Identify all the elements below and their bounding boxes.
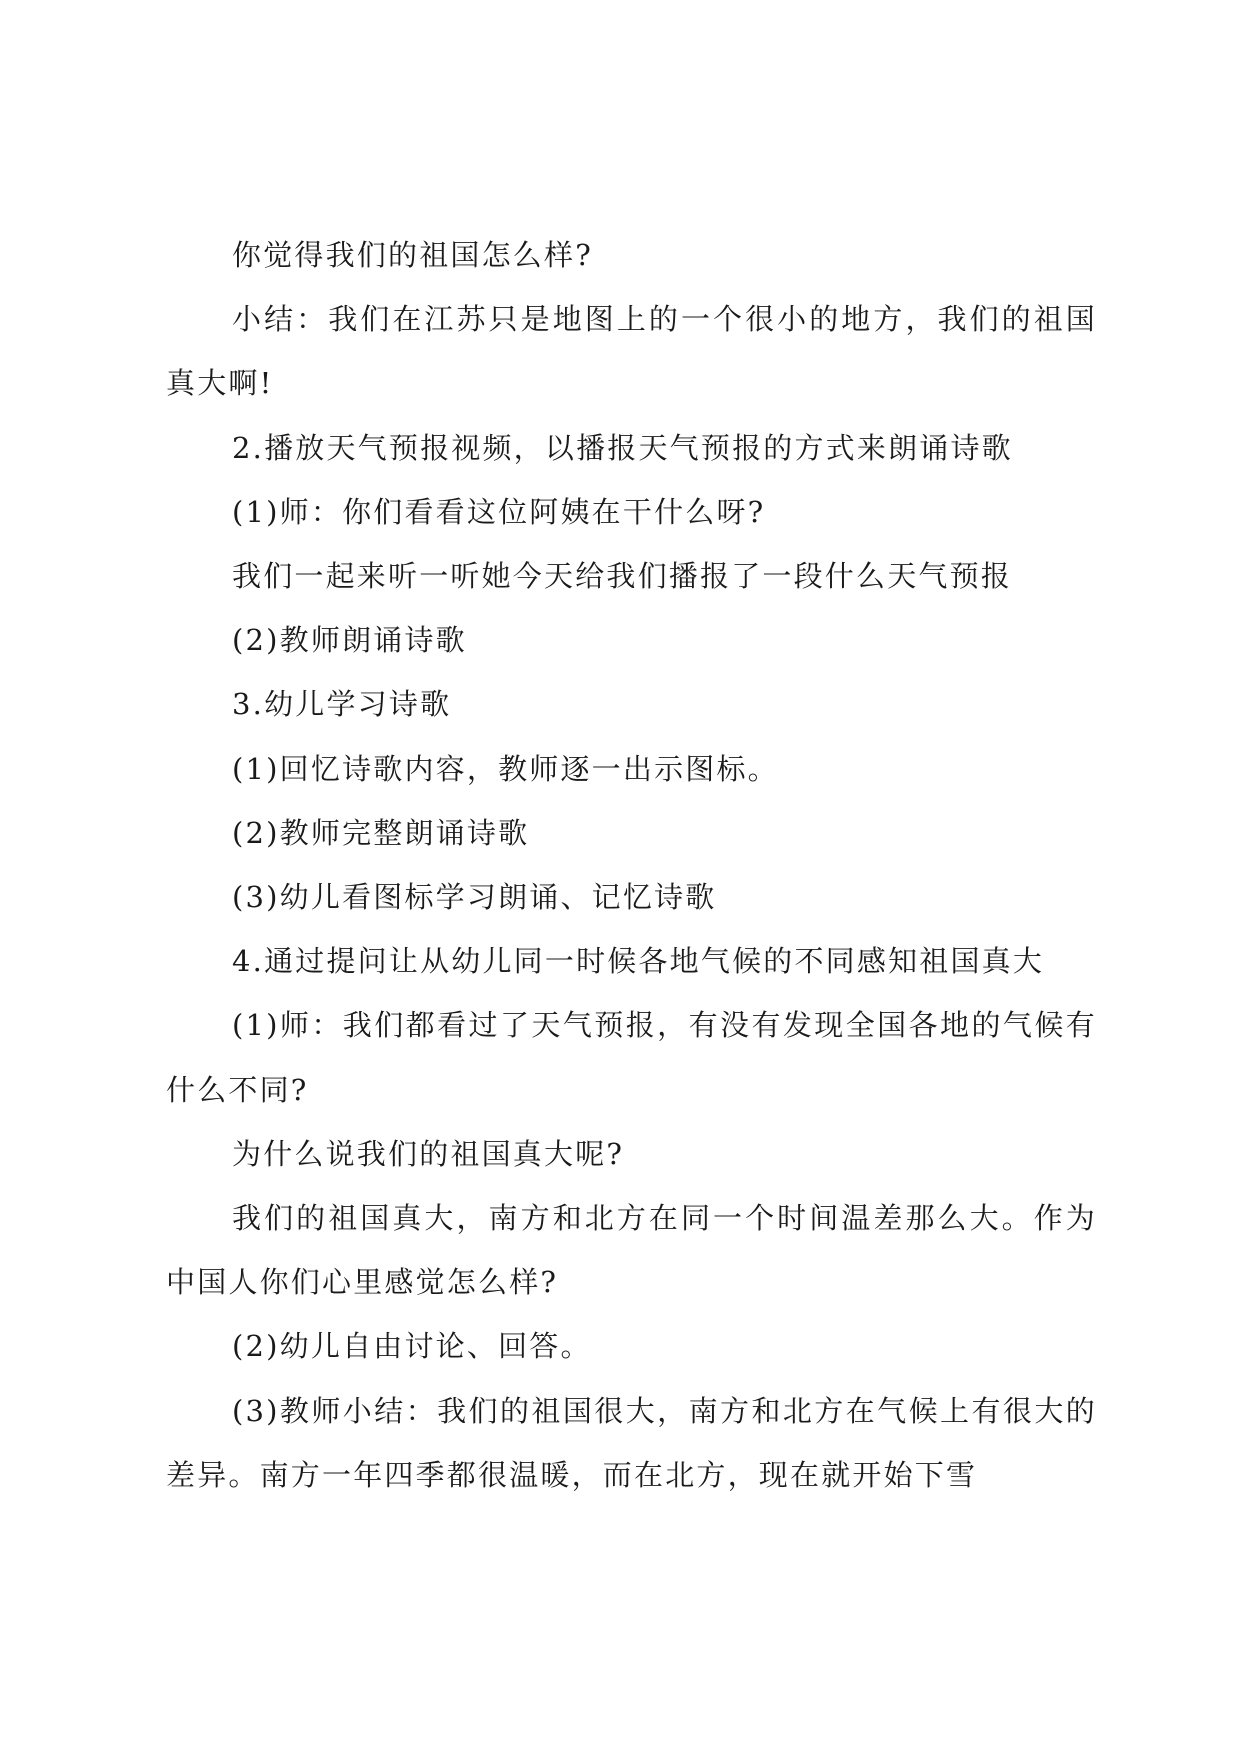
paragraph-summary-jiangsu: 小结：我们在江苏只是地图上的一个很小的地方，我们的祖国真大啊!: [166, 302, 1097, 401]
paragraph-step-2-1: (1)师：你们看看这位阿姨在干什么呀?: [232, 494, 766, 529]
paragraph-step-2-2: (2)教师朗诵诗歌: [232, 623, 467, 658]
paragraph-step-3-1: (1)回忆诗歌内容，教师逐一出示图标。: [232, 751, 779, 786]
paragraph-temperature-difference: 我们的祖国真大，南方和北方在同一个时间温差那么大。作为中国人你们心里感觉怎么样?: [166, 1201, 1097, 1300]
paragraph-step-4-heading: 4.通过提问让从幼儿同一时候各地气候的不同感知祖国真大: [232, 944, 1045, 979]
paragraph-question-motherland: 你觉得我们的祖国怎么样?: [232, 238, 593, 272]
paragraph-why-big: 为什么说我们的祖国真大呢?: [232, 1136, 625, 1171]
paragraph-step-2-heading: 2.播放天气预报视频，以播报天气预报的方式来朗诵诗歌: [232, 430, 1013, 465]
paragraph-step-3-heading: 3.幼儿学习诗歌: [232, 687, 452, 722]
paragraph-step-4-2: (2)幼儿自由讨论、回答。: [232, 1329, 592, 1364]
paragraph-listen-forecast: 我们一起来听一听她今天给我们播报了一段什么天气预报: [232, 559, 1013, 594]
paragraph-step-3-2: (2)教师完整朗诵诗歌: [232, 815, 530, 850]
paragraph-step-4-1: (1)师：我们都看过了天气预报，有没有发现全国各地的气候有什么不同?: [166, 1008, 1097, 1107]
paragraph-step-3-3: (3)幼儿看图标学习朗诵、记忆诗歌: [232, 880, 717, 915]
document-body: [166, 223, 1097, 1507]
paragraph-step-4-3: (3)教师小结：我们的祖国很大，南方和北方在气候上有很大的差异。南方一年四季都很温暖，而在北方，现在就开始下雪: [166, 1393, 1097, 1492]
